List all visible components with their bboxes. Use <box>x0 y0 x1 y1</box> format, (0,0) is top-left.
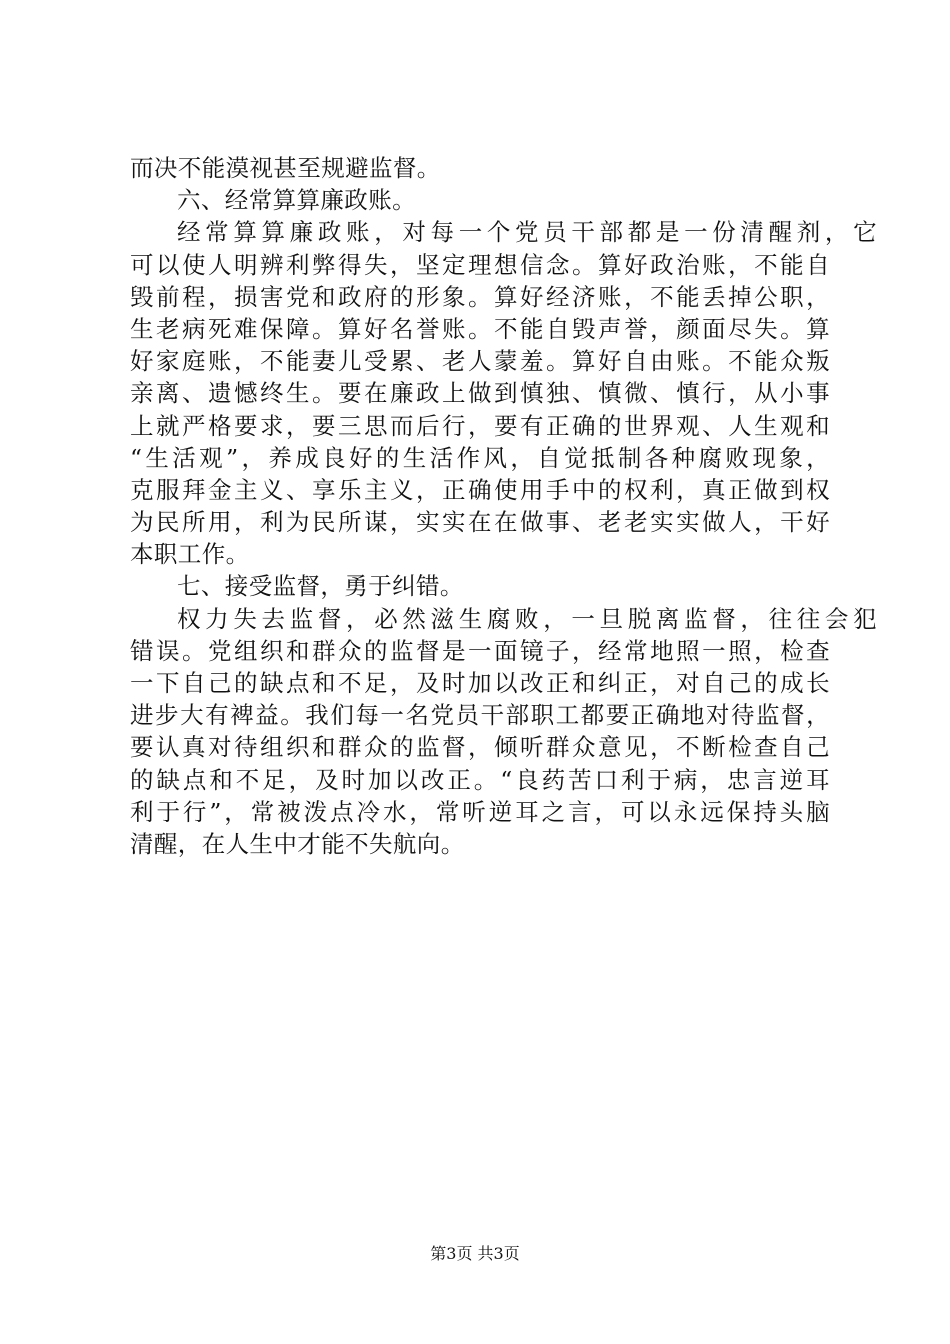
paragraph-line: 本职工作。 <box>130 540 250 569</box>
section-heading-7: 七、接受监督，勇于纠错。 <box>177 572 464 601</box>
paragraph-line: 生老病死难保障。算好名誉账。不能自毁声誉，颜面尽失。算 <box>130 314 830 343</box>
paragraph-line: “生活观”，养成良好的生活作风，自觉抵制各种腐败现象， <box>130 443 830 472</box>
paragraph-line: 克服拜金主义、享乐主义，正确使用手中的权利，真正做到权 <box>130 475 830 504</box>
paragraph-line: 为民所用，利为民所谋，实实在在做事、老老实实做人，干好 <box>130 508 830 537</box>
paragraph-line: 好家庭账，不能妻儿受累、老人蒙羞。算好自由账。不能众叛 <box>130 347 830 376</box>
paragraph-line: 的缺点和不足，及时加以改正。“良药苦口利于病，忠言逆耳 <box>130 765 830 794</box>
paragraph-line: 进步大有裨益。我们每一名党员干部职工都要正确地对待监督， <box>130 701 830 730</box>
paragraph-line: 一下自己的缺点和不足，及时加以改正和纠正，对自己的成长 <box>130 669 830 697</box>
paragraph-line: 上就严格要求，要三思而后行，要有正确的世界观、人生观和 <box>130 411 830 440</box>
paragraph-line: 权力失去监督，必然滋生腐败，一旦脱离监督，往往会犯 <box>177 604 877 633</box>
paragraph-line: 而决不能漠视甚至规避监督。 <box>130 154 441 182</box>
paragraph-line: 错误。党组织和群众的监督是一面镜子，经常地照一照，检查 <box>130 636 830 665</box>
paragraph-line: 清醒，在人生中才能不失航向。 <box>130 829 465 858</box>
paragraph-line: 利于行”，常被泼点冷水，常听逆耳之言，可以永远保持头脑 <box>130 797 830 826</box>
paragraph-line: 经常算算廉政账，对每一个党员干部都是一份清醒剂，它 <box>177 218 877 247</box>
paragraph-line: 要认真对待组织和群众的监督，倾听群众意见，不断检查自己 <box>130 733 830 762</box>
paragraph-line: 亲离、遗憾终生。要在廉政上做到慎独、慎微、慎行，从小事 <box>130 379 830 408</box>
paragraph-line: 可以使人明辨利弊得失，坚定理想信念。算好政治账，不能自 <box>130 250 830 279</box>
paragraph-line: 毁前程，损害党和政府的形象。算好经济账，不能丢掉公职， <box>130 282 830 311</box>
document-body <box>130 152 877 860</box>
page-number-footer: 第3页 共3页 <box>430 1244 520 1263</box>
section-heading-6: 六、经常算算廉政账。 <box>177 186 416 215</box>
